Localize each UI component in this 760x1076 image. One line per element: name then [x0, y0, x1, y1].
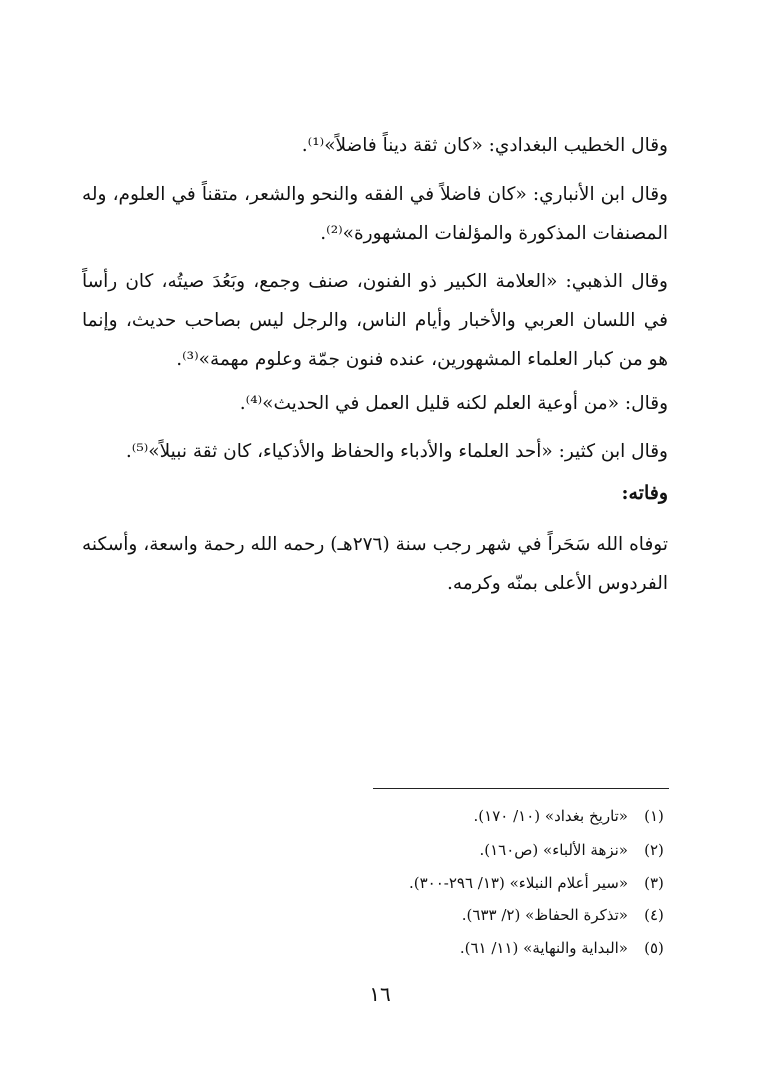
page-number: ١٦: [369, 982, 391, 1006]
footnote-text: «تاريخ بغداد» (١٠/ ١٧٠).: [473, 807, 628, 825]
footnote-number: (٣): [644, 874, 664, 892]
footnote-number: (٤): [644, 906, 664, 924]
footnote-item: [148, 806, 668, 826]
footnote-text: «سير أعلام النبلاء» (١٣/ ٢٩٦-٣٠٠).: [408, 874, 628, 892]
paragraph-khatib: وقال الخطيب البغدادي: «كان ثقة ديناً فاضلاً»⁽¹⁾.: [301, 135, 668, 156]
footnote-number: (٢): [644, 841, 664, 859]
paragraph-anbari: وقال ابن الأنباري: «كان فاضلاً في الفقه والنحو والشعر، متقناً في العلوم، وله المصنفات المذكورة والمؤلفات المشهورة»⁽²⁾.: [82, 184, 668, 244]
footnote-item: [148, 840, 668, 860]
footnote-text: «تذكرة الحفاظ» (٢/ ٦٣٣).: [461, 906, 628, 924]
footnote-item: [148, 873, 668, 893]
footnote-divider: [373, 788, 669, 789]
section-heading-death: وفاته:: [621, 482, 668, 504]
footnote-number: (٥): [644, 939, 664, 957]
footnote-number: (١): [644, 807, 664, 825]
footnote-item: [148, 905, 668, 925]
paragraph-dhahabi: وقال الذهبي: «العلامة الكبير ذو الفنون، صنف وجمع، وبَعُدَ صيتُه، كان رأساً في اللسان العربي والأخبار وأيام الناس، والرجل ليس بصاحب حديث، وإنما هو من كبار العلماء المشهورين، عنده فنون جمّة وعلوم مهمة»⁽³⁾.: [82, 271, 668, 370]
footnote-item: [148, 938, 668, 958]
footnote-text: «البداية والنهاية» (١١/ ٦١).: [459, 939, 628, 957]
footnote-text: «نزهة الألباء» (ص١٦٠).: [479, 841, 628, 859]
paragraph-death: توفاه الله سَحَراً في شهر رجب سنة (٢٧٦هـ) رحمه الله رحمة واسعة، وأسكنه الفردوس الأعلى بمنّه وكرمه.: [82, 534, 668, 594]
paragraph-dhahabi-2: وقال: «من أوعية العلم لكنه قليل العمل في الحديث»⁽⁴⁾.: [239, 393, 668, 414]
paragraph-ibn-kathir: وقال ابن كثير: «أحد العلماء والأدباء والحفاظ والأذكياء، كان ثقة نبيلاً»⁽⁵⁾.: [125, 441, 668, 462]
